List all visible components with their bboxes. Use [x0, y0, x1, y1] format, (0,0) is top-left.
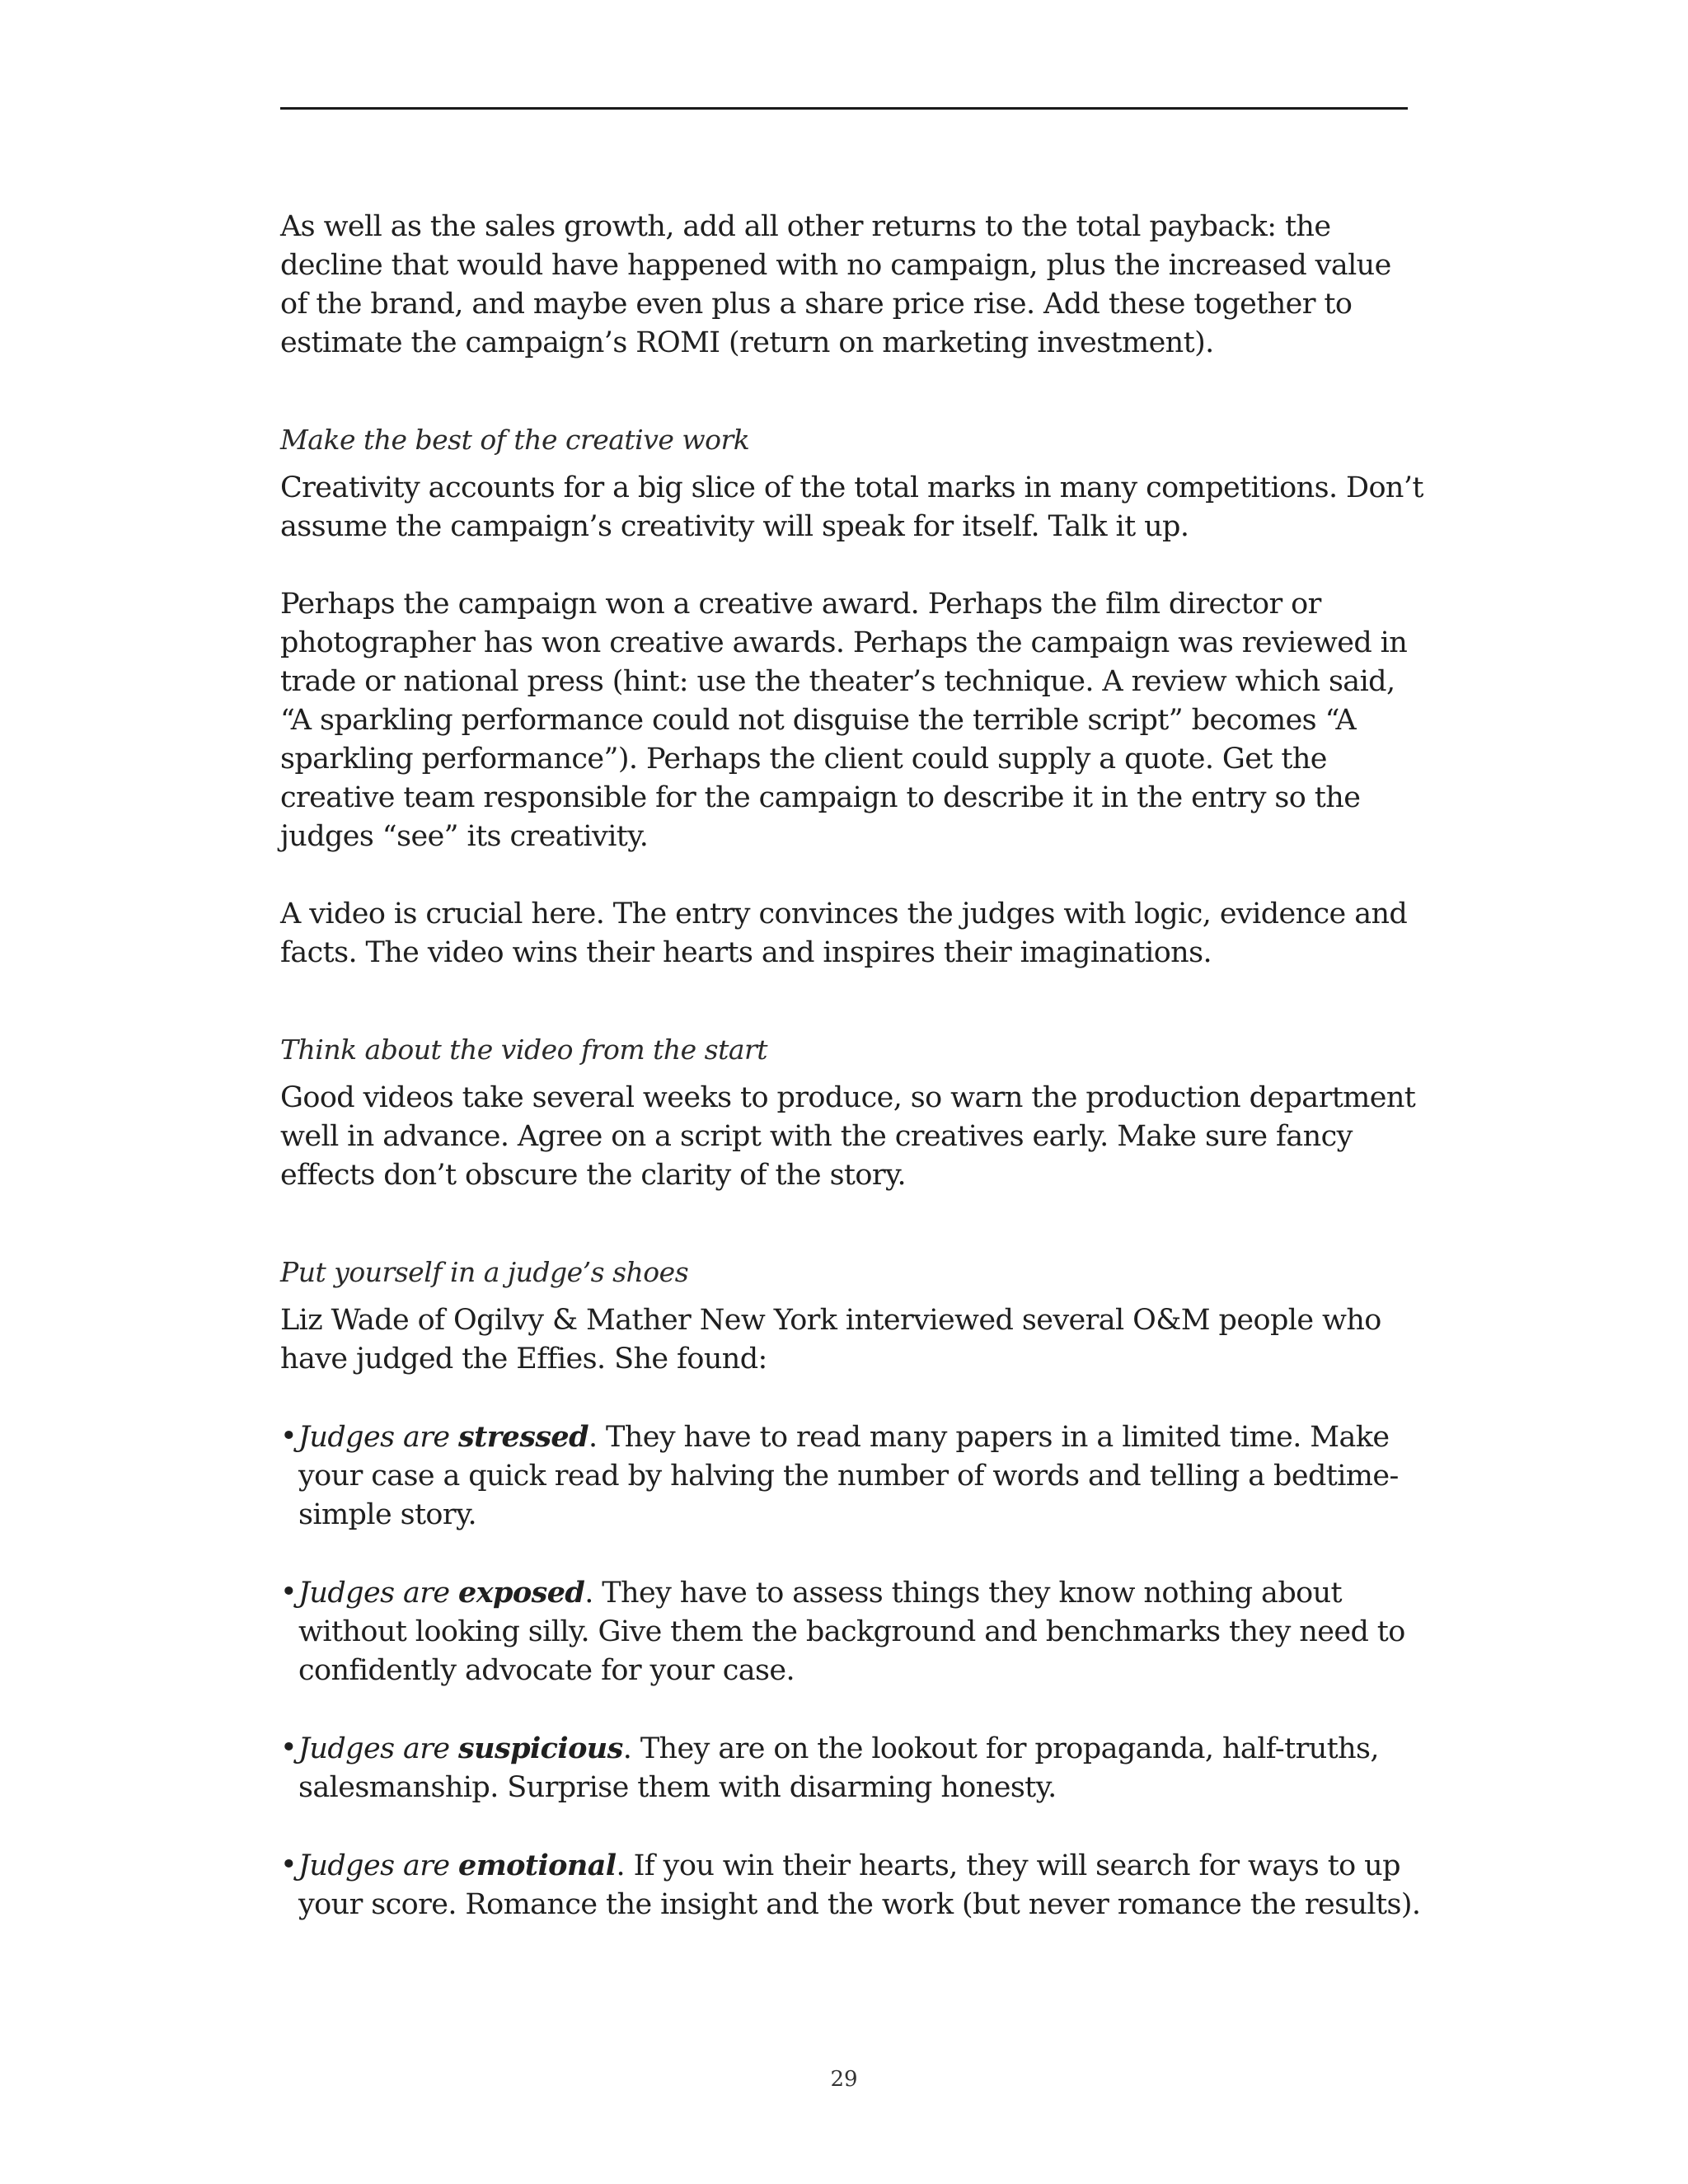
bullet-keyword: emotional [458, 1849, 617, 1882]
bullet-dot: • [280, 1849, 298, 1882]
bullet-keyword: stressed [458, 1420, 588, 1454]
bullet-keyword: exposed [458, 1576, 585, 1610]
paragraph-romi: As well as the sales growth, add all other returns to the total payback: the decline that would have happened with no campaign, plus the increased value of the brand, and maybe even plus a share price rise. Add these together to estimate the campaign’s ROMI (return on marketing investment). [280, 210, 1391, 359]
bullet-text: . If you win their hearts, they will search for ways to up your score. Romance the insight and the work (but never romance the results). [298, 1849, 1421, 1921]
bullet-item-suspicious [280, 1729, 1426, 1807]
heading-video-start: Think about the video from the start [280, 1033, 768, 1066]
body-text [280, 208, 1426, 1924]
bullet-text: . They have to read many papers in a limited time. Make your case a quick read by halving the number of words and telling a bedtime-simple story. [298, 1421, 1399, 1531]
bullet-item-stressed [280, 1418, 1426, 1535]
bullet-dot: • [280, 1576, 298, 1609]
bullet-lead: Judges are [298, 1732, 459, 1765]
bullet-lead: Judges are [298, 1421, 459, 1454]
bullet-dot: • [280, 1732, 298, 1765]
bullet-dot: • [280, 1420, 298, 1453]
bullet-item-emotional [280, 1846, 1426, 1924]
bullet-lead: Judges are [298, 1577, 459, 1610]
bullet-item-exposed [280, 1573, 1426, 1690]
heading-creative-work: Make the best of the creative work [280, 424, 750, 456]
paragraph-liz-wade: Liz Wade of Ogilvy & Mather New York interviewed several O&M people who have judged the Effies. She found: [280, 1304, 1381, 1376]
bullet-text: . They are on the lookout for propaganda, half-truths, salesmanship. Surprise them with disarming honesty. [298, 1732, 1379, 1804]
bullet-text: . They have to assess things they know nothing about without looking silly. Give them the background and benchmarks they need to confidently advocate for your case. [298, 1577, 1405, 1687]
heading-judges-shoes: Put yourself in a judge’s shoes [280, 1256, 689, 1288]
page-number: 29 [830, 2067, 858, 2092]
paragraph-awards: Perhaps the campaign won a creative award. Perhaps the film director or photographer has won creative awards. Perhaps the campaign was reviewed in trade or national press (hint: use the theater’s technique. A review which said, “A sparkling performance could not disguise the terrible script” becomes “A sparkling performance”). Perhaps the client could supply a quote. Get the creative team responsible for the campaign to describe it in the entry so the judges “see” its creativity. [280, 588, 1408, 853]
header-rule [280, 107, 1408, 110]
paragraph-creativity: Creativity accounts for a big slice of the total marks in many competitions. Don’t assume the campaign’s creativity will speak for itself. Talk it up. [280, 471, 1423, 543]
paragraph-video-production: Good videos take several weeks to produce, so warn the production department well in advance. Agree on a script with the creatives early. Make sure fancy effects don’t obscure the clarity of the story. [280, 1081, 1416, 1192]
bullet-keyword: suspicious [458, 1732, 623, 1765]
bullet-lead: Judges are [298, 1849, 459, 1882]
paragraph-video-crucial: A video is crucial here. The entry convinces the judges with logic, evidence and facts. The video wins their hearts and inspires their imaginations. [280, 898, 1408, 969]
